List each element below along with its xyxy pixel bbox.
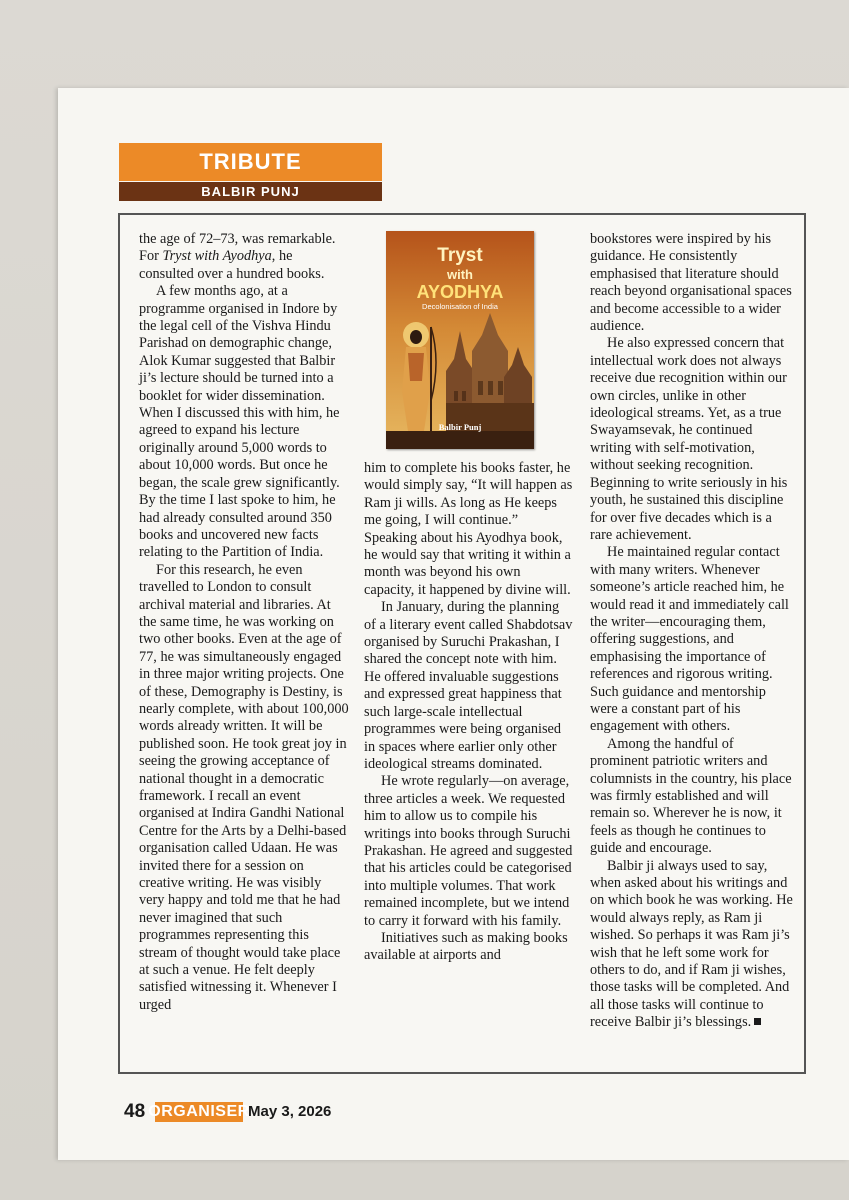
paragraph: the age of 72–73, was remarkable. For Tryst with Ayodhya, he consulted over a hundred books. xyxy=(139,231,336,282)
paragraph: bookstores were inspired by his guidance. He consistently emphasised that literature should reach beyond organisational spaces and become accessible to a wider audience. xyxy=(590,231,792,335)
bleed-through-text xyxy=(470,150,474,164)
paragraph: He also expressed concern that intellectual work does not always receive due recognition within our own circles, unlike in other ideological streams. Yet, as a true Swayamsevak, he continued writing with self-motivation, without seeking recognition. Beginning to write seriously in his youth, he sustained this discipline for over five decades which is a rare achievement. xyxy=(590,335,788,543)
closing-paragraph-text: Balbir ji always used to say, when asked about his writings and on which book he was working. He would always reply, as Ram ji wished. So perhaps it was Ram ji’s wish that he left some work for others to do, and if Ram ji wishes, those tasks will be completed. And all those tasks will continue to receive Balbir ji’s blessings. xyxy=(590,857,793,1031)
paragraph: For this research, he even travelled to London to consult archival material and libraries. At the same time, he was working on two other books. Even at the age of 77, he was simultaneously engaged in three major writing projects. One of these, Demography is Destiny, is nearly complete, with about 100,000 words already written. It will be published soon. He took great joy in seeing the growing acceptance of national thought in a democratic framework. I recall an event organised at Indira Gandhi National Centre for the Arts by a Delhi-based organisation called Udaan. He was invited there for a session on creative writing. He was visibly very happy and told me that he had never imagined that such programmes representing this stream of thought would take place at such a venue. He felt deeply satisfied witnessing it. Whenever I urged xyxy=(139,561,349,1013)
paragraph: He maintained regular contact with many writers. Whenever someone’s article reached him, he would read it and immediately call the writer—encouraging them, offering suggestions, and emphasising the importance of references and rigorous writing. Such guidance and mentorship were a constant part of his engagement with others. xyxy=(590,544,789,735)
cover-author: Balbir Punj xyxy=(438,422,482,432)
cover-title-line-1: Tryst xyxy=(437,245,483,266)
section-banner: TRIBUTE xyxy=(119,143,382,181)
paragraph: He wrote regularly—on average, three articles a week. We requested him to allow us to compile his writings into books through Suruchi Prakashan. He agreed and suggested that his articles could be categorised into multiple volumes. That work remained incomplete, but we intend to carry it forward with his family. xyxy=(364,773,573,929)
magazine-logo: ORGANISER xyxy=(148,1103,250,1120)
cover-title-line-2: with xyxy=(447,267,473,282)
cover-subtitle: Decolonisation of India xyxy=(422,302,498,311)
article-column-2 xyxy=(364,460,573,965)
cover-title-line-3: AYODHYA xyxy=(416,282,504,302)
article-column-3 xyxy=(590,231,795,1032)
paragraph: In January, during the planning of a literary event called Shabdotsav organised by Suruchi Prakashan, I shared the concept note with him. He offered invaluable suggestions and expressed great happiness that such large-scale intellectual programmes were being organised in spaces where earlier only other ideological streams dominated. xyxy=(364,599,573,772)
paragraph: A few months ago, at a programme organised in Indore by the legal cell of the Vishva Hindu Parishad on demographic change, Alok Kumar suggested that Balbir ji’s lecture should be turned into a booklet for wider dissemination. When I discussed this with him, he agreed to expand his lecture originally around 5,000 words to about 10,000 words. But once he began, the scale grew significantly. By the time I last spoke to him, he had already consulted around 350 books and uncovered new facts relating to the Partition of India. xyxy=(139,283,340,561)
paragraph: Among the handful of prominent patriotic writers and columnists in the country, his place was firmly established and will remain so. Wherever he is now, it feels as though he continues to guide and encourage. xyxy=(590,735,792,857)
page-number: 48 xyxy=(124,1101,146,1122)
issue-date: May 3, 2026 xyxy=(248,1103,332,1120)
paragraph: Initiatives such as making books available at airports and xyxy=(364,929,568,964)
end-mark-icon xyxy=(754,1018,761,1025)
article-column-1 xyxy=(139,231,350,1014)
paragraph xyxy=(590,858,795,1032)
book-title-italic: Tryst with Ayodhya xyxy=(162,248,272,265)
book-cover-image xyxy=(386,231,534,449)
paragraph: him to complete his books faster, he would simply say, “It will happen as Ram ji wills. As long as He keeps me going, I will continue.” Speaking about his Ayodhya book, he would say that writing it within a month was beyond his own capacity, it happened by divine will. xyxy=(364,460,573,598)
author-byline: BALBIR PUNJ xyxy=(119,182,382,201)
